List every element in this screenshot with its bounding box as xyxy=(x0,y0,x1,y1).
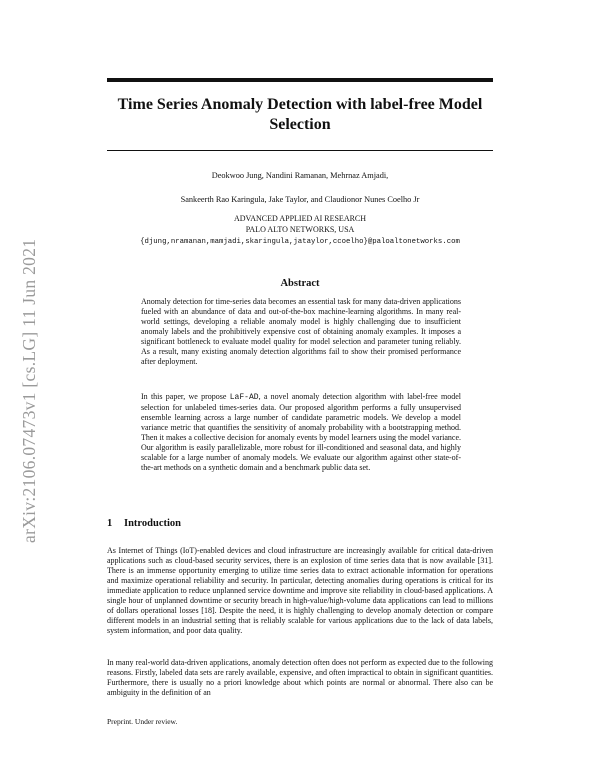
section-number: 1 xyxy=(107,518,113,529)
title-line-1: Time Series Anomaly Detection with label-free Model xyxy=(117,96,483,113)
affiliation-line-1: ADVANCED APPLIED AI RESEARCH xyxy=(233,214,367,223)
affiliation-line-2: PALO ALTO NETWORKS, USA xyxy=(245,225,355,234)
title-rule-bottom xyxy=(107,150,493,151)
paper-title xyxy=(100,95,500,135)
authors-line-2: Sankeerth Rao Karingula, Jake Taylor, and Claudionor Nunes Coelho Jr xyxy=(180,195,420,204)
arxiv-identifier-stamp: arXiv:2106.07473v1 [cs.LG] 11 Jun 2021 xyxy=(19,238,39,543)
title-rule-top xyxy=(107,78,493,82)
method-name-code: LaF-AD xyxy=(229,393,259,402)
abstract-paragraph-2 xyxy=(141,392,461,473)
section-title: Introduction xyxy=(124,518,181,529)
author-emails: {djung,nramanan,mamjadi,skaringula,jataylor,ccoelho}@paloaltonetworks.com xyxy=(140,238,460,246)
authors-line-1: Deokwoo Jung, Nandini Ramanan, Mehrnaz Amjadi, xyxy=(211,171,389,180)
title-line-2: Selection xyxy=(269,116,331,133)
section-heading-introduction xyxy=(107,518,181,529)
abstract-paragraph-1: Anomaly detection for time-series data becomes an essential task for many data-driven applications fueled with an abundance of data and out-of-the-box machine-learning algorithms. In many real-world settings, developing a reliable anomaly model is highly challenging due to insufficient anomaly labels and the prohibitively expensive cost of obtaining anomaly examples. It imposes a significant bottleneck to evaluate model quality for model selection and parameter tuning reliably. As a result, many existing anomaly detection algorithms fail to show their promised performance after deployment. xyxy=(141,297,461,367)
abstract-p2-rest: , a novel anomaly detection algorithm with label-free model selection for unlabeled times-series data. Our proposed algorithm performs a fully unsupervised ensemble learning across a large number of candidate parametric models. We develop a model variance metric that quantifies the sensitivity of anomaly probability with a bootstrapping method. Then it makes a collective decision for anomaly events by model learners using the model variance. Our algorithm is easily parallelizable, more robust for ill-conditioned and seasonal data, and highly scalable for a large number of anomaly models. We evaluate our algorithm against other state-of-the-art methods on a synthetic domain and a benchmark public data set. xyxy=(141,392,461,473)
abstract-p2-lead: In this paper, we propose xyxy=(141,392,230,401)
abstract-heading: Abstract xyxy=(280,278,320,289)
preprint-footer: Preprint. Under review. xyxy=(107,717,178,726)
intro-paragraph-1: As Internet of Things (IoT)-enabled devices and cloud infrastructure are increasingly available for critical data-driven applications such as cloud-based security services, there is an explosion of time series data that is now available [31]. There is an immense opportunity emerging to utilize time series data to extract actionable information for operations and maximize operational reliability and security. In particular, detecting anomalies during operations is critical for its immediate application to reduce unplanned service downtime and improve site reliability in cloud-based applications. A single hour of unplanned downtime or security breach in high-value/high-volume data applications can lead to millions of dollars operational losses [18]. Despite the need, it is highly challenging to develop anomaly detection or compare different models in an industrial setting that is reliably scalable for various applications due to the lack of data labels, system information, and poor data quality. xyxy=(107,546,493,636)
intro-paragraph-2: In many real-world data-driven applications, anomaly detection often does not perform as expected due to the following reasons. Firstly, labeled data sets are rarely available, expensive, and often impractical to obtain in significant quantities. Furthermore, there is usually no a priori knowledge about which points are normal or abnormal. There also can be ambiguity in the definition of an xyxy=(107,658,493,698)
